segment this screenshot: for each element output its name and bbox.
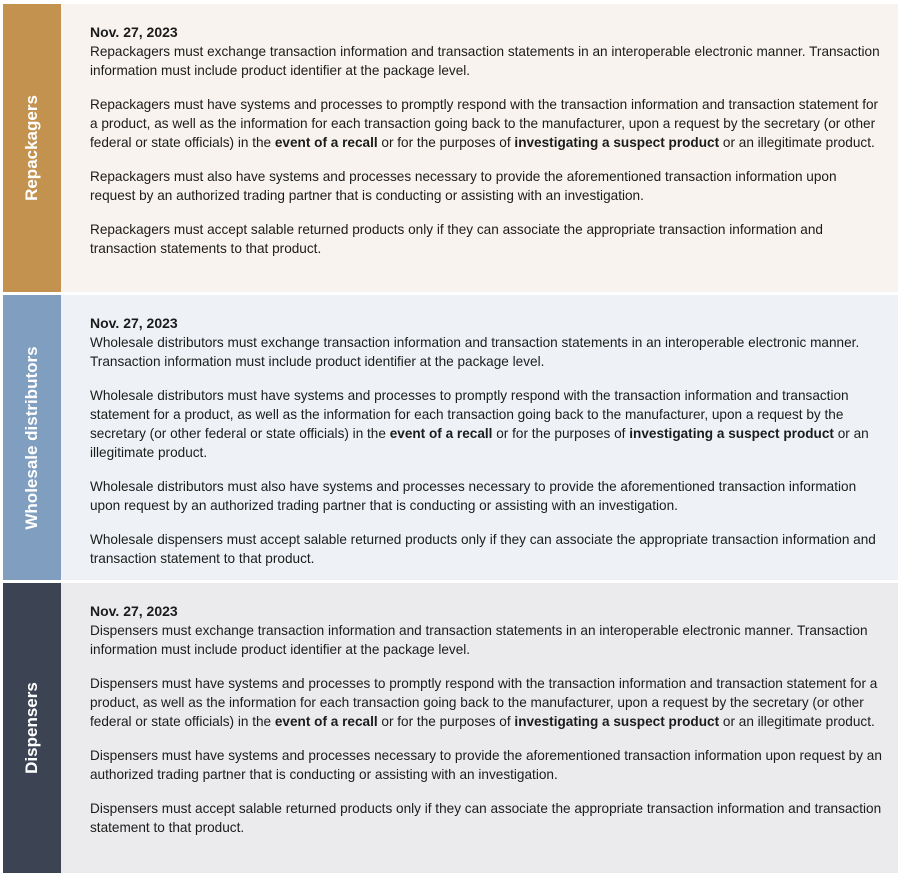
paragraph-text: Dispensers must have systems and processes to promptly respond with the transaction information and transaction statement for a product, as well as the information for each transaction going back to the manufacturer, upon a request by the secretary (or other federal or state officials) in the (90, 676, 878, 729)
paragraph-exchange: Repackagers must exchange transaction information and transaction statements in an interoperable electronic manner. Transaction information must include product identifier at the package level. (90, 44, 880, 78)
paragraph-investigation: Repackagers must also have systems and processes necessary to provide the aforementioned transaction information upon request by an authorized trading partner that is conducting or assisting with an investigation. (90, 169, 837, 203)
paragraph-returns: Repackagers must accept salable returned products only if they can associate the appropriate transaction information and transaction statements to that product. (90, 222, 823, 256)
section-content (61, 4, 898, 292)
emphasis-suspect-product: investigating a suspect product (514, 135, 720, 150)
section-tab-wholesale (3, 295, 61, 580)
section-date: Nov. 27, 2023 (90, 315, 178, 331)
paragraph-text: or for the purposes of (377, 714, 515, 729)
paragraph-investigation: Wholesale distributors must also have systems and processes necessary to provide the aforementioned transaction information upon request by an authorized trading partner that is conducting or assisting with an investigation. (90, 479, 857, 513)
section-dispensers (3, 583, 898, 873)
paragraph-exchange: Wholesale distributors must exchange transaction information and transaction statements in an interoperable electronic manner. Transaction information must include product identifier at the package level. (90, 335, 860, 369)
emphasis-suspect-product: investigating a suspect product (514, 714, 720, 729)
paragraph-text: or for the purposes of (377, 135, 515, 150)
emphasis-recall: event of a recall (274, 135, 378, 150)
paragraph-text: or an illegitimate product. (719, 135, 875, 150)
paragraph-exchange: Dispensers must exchange transaction information and transaction statements in an interoperable electronic manner. Transaction information must include product identifier at the package level. (90, 623, 868, 657)
paragraph-text: Wholesale distributors must have systems and processes to promptly respond with the transaction information and transaction statement for a product, as well as the information for each transaction going back to the manufacturer, upon a request by the secretary (or other federal or state officials) in the (90, 388, 849, 441)
section-tab-repackagers (3, 4, 61, 292)
requirements-table (3, 4, 898, 873)
emphasis-suspect-product: investigating a suspect product (629, 426, 834, 441)
paragraph-returns: Dispensers must accept salable returned products only if they can associate the appropriate transaction information and transaction statement to that product. (90, 801, 882, 835)
emphasis-recall: event of a recall (274, 714, 378, 729)
paragraph-text: or for the purposes of (492, 426, 630, 441)
section-tab-dispensers (3, 583, 61, 873)
section-repackagers (3, 4, 898, 295)
emphasis-recall: event of a recall (389, 426, 493, 441)
section-content (61, 583, 898, 873)
section-label: Dispensers (22, 682, 41, 774)
paragraph-respond (90, 386, 884, 462)
paragraph-text: or an illegitimate product. (90, 426, 869, 460)
paragraph-investigation: Dispensers must have systems and processes necessary to provide the aforementioned transaction information upon request by an authorized trading partner that is conducting or assisting with an investigation. (90, 748, 882, 782)
paragraph-text: or an illegitimate product. (719, 714, 875, 729)
section-label: Repackagers (22, 95, 41, 201)
paragraph-text: Repackagers must have systems and processes to promptly respond with the transaction information and transaction statement for a product, as well as the information for each transaction going back to the manufacturer, upon a request by the secretary (or other federal or state officials) in the (90, 97, 879, 150)
paragraph-respond (90, 95, 884, 152)
section-wholesale-distributors (3, 295, 898, 583)
paragraph-returns: Wholesale dispensers must accept salable returned products only if they can associate the appropriate transaction information and transaction statement to that product. (90, 532, 876, 566)
paragraph-respond (90, 674, 884, 731)
section-label: Wholesale distributors (22, 345, 41, 530)
section-date: Nov. 27, 2023 (90, 24, 178, 40)
section-date: Nov. 27, 2023 (90, 603, 178, 619)
section-content (61, 295, 898, 580)
